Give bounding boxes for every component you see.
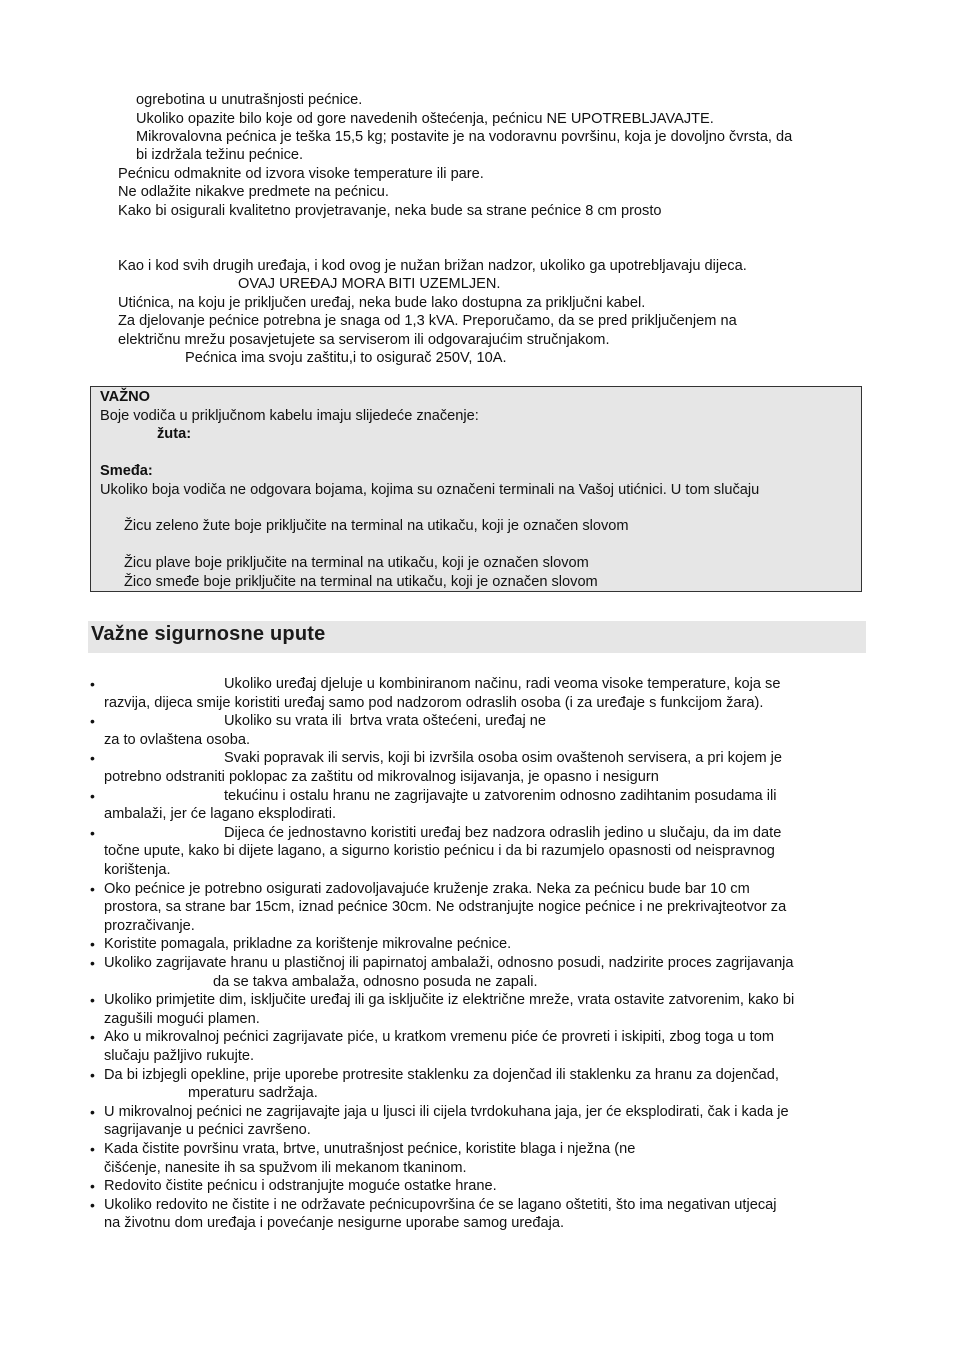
bullet-icon: • [90,1196,95,1213]
text-line: Kao i kod svih drugih uređaja, i kod ovog je nužan brižan nadzor, ukoliko ga upotrebljavaju dijeca. [118,258,747,274]
wire-instruction: Žicu zeleno žute boje priključite na terminal na utikaču, koji je označen slovom [124,518,629,534]
list-item-line: točne upute, kako bi dijete lagano, a sigurno koristio pećnicu i da bi razumjelo opasnosti od neispravnog [104,843,775,860]
section-heading: Važne sigurnosne upute [91,623,326,645]
text-line: Ne odlažite nikakve predmete na pećnicu. [118,184,389,200]
brown-label: Smeđa: [100,463,153,479]
wire-colors-intro: Boje vodiča u priključnom kabelu imaju slijedeće značenje: [100,408,479,424]
bullet-icon: • [90,992,95,1009]
bullet-icon: • [90,1066,95,1083]
bullet-icon: • [90,1029,95,1046]
list-item-line: da se takva ambalaža, odnosno posuda ne zapali. [213,973,538,990]
list-item-line: razvija, dijeca smije koristiti uređaj samo pod nadzorom odraslih osoba (i za uređaje s funkcijom žara). [104,694,764,711]
bullet-icon: • [90,880,95,897]
list-item-line: prostora, sa strane bar 15cm, iznad pećnice 30cm. Ne odstranjujte nogice pećnice i ne prekrivajteotvor za [104,899,787,916]
list-item-line: Koristite pomagala, prikladne za korištenje mikrovalne pećnice. [104,936,512,953]
list-item-line: korištenja. [104,862,171,878]
list-item-line: Da bi izbjegli opekline, prije uporebe protresite staklenku za dojenčad ili staklenku za hranu za dojenčad, [104,1066,779,1083]
list-item-line: Kada čistite površinu vrata, brtve, unutrašnjost pećnice, koristite blaga i nježna (ne [104,1141,636,1157]
text-line: Pećnicu odmaknite od izvora visoke temperature ili pare. [118,166,484,182]
text-line: Mikrovalovna pećnica je teška 15,5 kg; postavite je na vodoravnu površinu, koja je dovoljno čvrsta, da [136,129,793,145]
list-item-line: sagrijavanje u pećnici završeno. [104,1122,311,1139]
list-item-line: prozračivanje. [104,917,195,934]
wire-instruction: Žico smeđe boje priključite na terminal na utikaču, koji je označen slovom [124,574,598,590]
wire-instruction: Žicu plave boje priključite na terminal na utikaču, koji je označen slovom [124,555,589,571]
bullet-icon: • [90,713,95,730]
bullet-icon: • [90,824,95,841]
bullet-icon: • [90,1178,95,1195]
list-item-line: zagušili mogući plamen. [104,1010,260,1027]
list-item-line: Svaki popravak ili servis, koji bi izvršila osoba osim ovaštenoh servisera, a pri kojem je [224,750,783,767]
important-title: VAŽNO [100,389,150,405]
text-line: Za djelovanje pećnice potrebna je snaga od 1,3 kVA. Preporučamo, da se pred priključenjem na [118,313,737,329]
list-item-line: čišćenje, nanesite ih sa spužvom ili mekanom tkaninom. [104,1159,467,1176]
list-item-line: mperaturu sadržaja. [188,1085,318,1102]
list-item-line: Dijeca će jednostavno koristiti uređaj bez nadzora odraslih jedino u slučaju, da im date [224,824,782,841]
bullet-icon: • [90,936,95,953]
list-item-line: Redovito čistite pećnicu i odstranjujte moguće ostatke hrane. [104,1178,497,1195]
text-line: Kako bi osigurali kvalitetno provjetravanje, neka bude sa strane pećnice 8 cm prosto [118,203,662,219]
list-item-line: Ukoliko su vrata ili brtva vrata oštećeni, uređaj ne [224,713,547,730]
list-item-line: Ukoliko zagrijavate hranu u plastičnoj ili papirnatoj ambalaži, odnosno posudi, nadzirite proces zagrijavanja [104,955,794,971]
bullet-icon: • [90,750,95,767]
list-item-line: Ukoliko redovito ne čistite i ne održavate pećnicupovršina će se lagano oštetiti, što ima negativan utjecaj [104,1196,777,1213]
bullet-icon: • [90,1141,95,1157]
bullet-icon: • [90,1103,95,1120]
list-item-line: Ako u mikrovalnoj pećnici zagrijavate piće, u kratkom vremenu piće će provreti i iskipiti, zbog toga u tom [104,1029,774,1046]
list-item-line: Ukoliko uređaj djeluje u kombiniranom načinu, radi veoma visoke temperature, koja se [224,676,781,692]
list-item-line: na životnu dom uređaja i povećanje nesigurne uporabe samog uređaja. [104,1215,565,1232]
yellow-label: žuta: [157,426,192,442]
list-item-line: tekućinu i ostalu hranu ne zagrijavajte u zatvorenim odnosno zadihtanim posudama ili [224,787,777,804]
text-line: Utićnica, na koju je priključen uređaj, neka bude lako dostupna za priključni kabel. [118,295,646,311]
text-line: Ukoliko opazite bilo koje od gore navedenih oštećenja, pećnicu NE UPOTREBLJAVAJTE. [136,111,714,127]
bullet-icon: • [90,787,95,804]
bullet-icon: • [90,955,95,971]
bullet-icon: • [90,676,95,692]
grounding-warning: OVAJ UREĐAJ MORA BITI UZEMLJEN. [238,276,501,292]
mismatch-text: Ukoliko boja vodiča ne odgovara bojama, kojima su označeni terminali na Vašoj utićnici. U tom slučaju [100,482,760,498]
list-item-line: potrebno odstraniti poklopac za zaštitu od mikrovalnog isijavanja, je opasno i nesigurn [104,769,659,785]
list-item-line: za to ovlaštena osoba. [104,731,251,748]
text-line: ogrebotina u unutrašnjosti pećnice. [136,92,363,108]
list-item-line: U mikrovalnoj pećnici ne zagrijavajte jaja u ljusci ili cijela tvrdokuhana jaja, jer će eksplodirati, čak i kada je [104,1103,789,1120]
list-item-line: Ukoliko primjetite dim, isključite uređaj ili ga isključite iz električne mreže, vrata ostavite zatvorenim, kako bi [104,992,795,1009]
text-line: Pećnica ima svoju zaštitu,i to osigurač 250V, 10A. [185,350,507,366]
text-line: električnu mrežu posavjetujete sa serviserom ili odgovarajućim stručnjakom. [118,332,610,348]
list-item-line: ambalaži, jer će lagano eksplodirati. [104,806,337,823]
text-line: bi izdržala težinu pećnice. [136,147,304,163]
list-item-line: slučaju pažljivo rukujte. [104,1048,255,1064]
list-item-line: Oko pećnice je potrebno osigurati zadovoljavajuće kruženje zraka. Neka za pećnicu bude bar 10 cm [104,880,750,897]
